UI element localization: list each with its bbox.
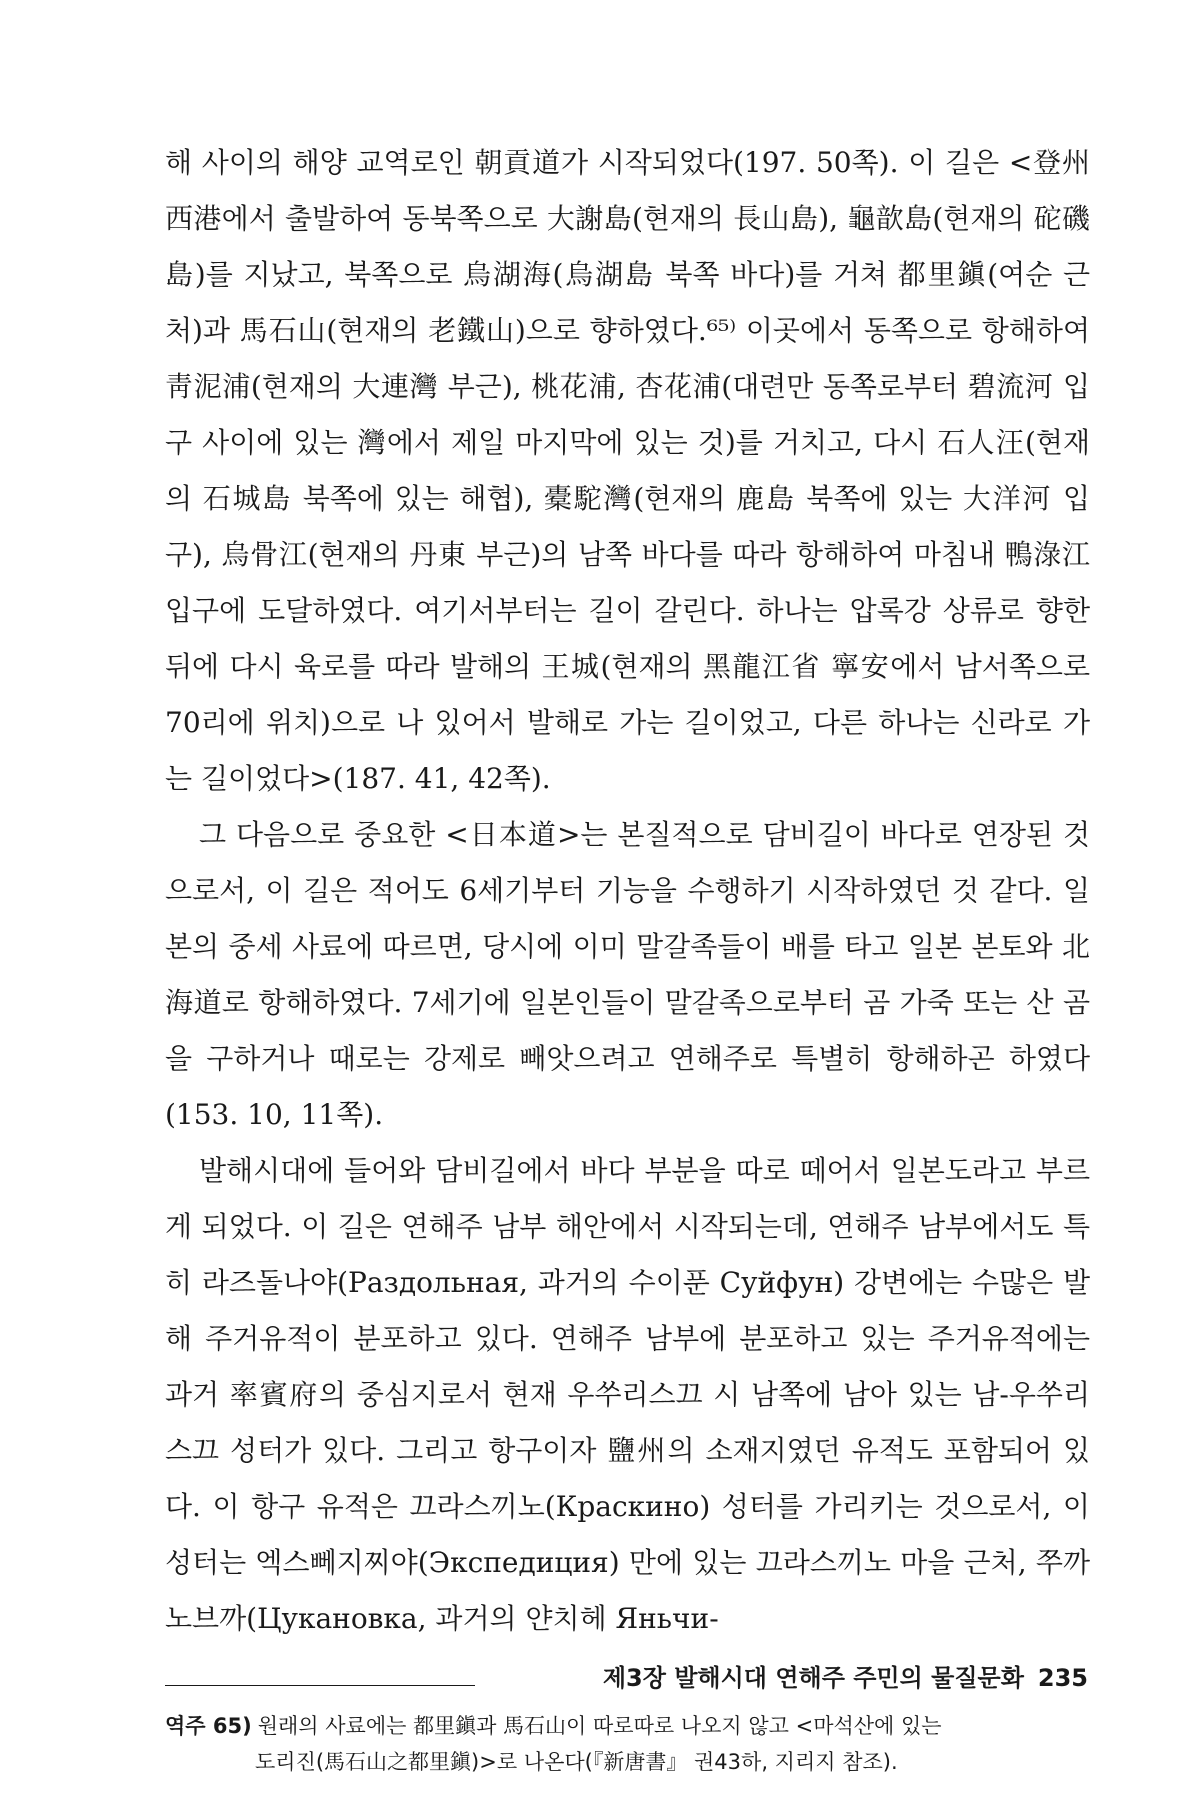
- footnote-line-2: 도리진(馬石山之都里鎭)>로 나온다(『新唐書』 권43하, 지리지 참조).: [255, 1750, 898, 1774]
- footnote-text-1: 원래의 사료에는 都里鎭과 馬石山이 따로따로 나오지 않고 <마석산에 있는: [257, 1714, 942, 1738]
- footnote-label: 역주 65): [165, 1714, 252, 1738]
- body-paragraph-2: 그 다음으로 중요한 <日本道>는 본질적으로 담비길이 바다로 연장된 것으로서, 이 길은 적어도 6세기부터 기능을 수행하기 시작하였던 것 같다. 일본의 중세 사료에 따르면, 당시에 이미 말갈족들이 배를 타고 일본 본토와 北海道로 항해하였다. 7세기에 일본인들이 말갈족으로부터 곰 가죽 또는 산 곰을 구하거나 때로는 강제로 빼앗으려고 연해주로 특별히 항해하곤 하였다(153. 10, 11쪽).: [165, 818, 1090, 1131]
- running-footer: [603, 1658, 1088, 1693]
- page-number: 235: [1037, 1664, 1088, 1692]
- footnote-line-1: [165, 1708, 1090, 1744]
- page-body: [165, 135, 1090, 1780]
- chapter-title: 제3장 발해시대 연해주 주민의 물질문화: [602, 1664, 1024, 1692]
- footnote-divider: [165, 1685, 475, 1686]
- body-paragraph-1: 해 사이의 해양 교역로인 朝貢道가 시작되었다(197. 50쪽). 이 길은 <登州 西港에서 출발하여 동북쪽으로 大謝島(현재의 長山島), 龜歆島(현재의 砣磯島)를 지났고, 북쪽으로 烏湖海(烏湖島 북쪽 바다)를 거쳐 都里鎭(여순 근처)과 馬石山(현재의 老鐵山)으로 향하였다.⁶⁵⁾ 이곳에서 동쪽으로 항해하여 靑泥浦(현재의 大連灣 부근), 桃花浦, 杏花浦(대련만 동쪽로부터 碧流河 입구 사이에 있는 灣에서 제일 마지막에 있는 것)를 거치고, 다시 石人汪(현재의 石城島 북쪽에 있는 해협), 橐駝灣(현재의 鹿島 북쪽에 있는 大洋河 입구), 烏骨江(현재의 丹東 부근)의 남쪽 바다를 따라 항해하여 마침내 鴨淥江 입구에 도달하였다. 여기서부터는 길이 갈린다. 하나는 압록강 상류로 향한 뒤에 다시 육로를 따라 발해의 王城(현재의 黑龍江省 寧安에서 남서쪽으로 70리에 위치)으로 나 있어서 발해로 가는 길이었고, 다른 하나는 신라로 가는 길이었다>(187. 41, 42쪽).: [165, 146, 1090, 795]
- body-paragraph-3: 발해시대에 들어와 담비길에서 바다 부분을 따로 떼어서 일본도라고 부르게 되었다. 이 길은 연해주 남부 해안에서 시작되는데, 연해주 남부에서도 특히 라즈돌나야(Раздольная, 과거의 수이푼 Суйфун) 강변에는 수많은 발해 주거유적이 분포하고 있다. 연해주 남부에 분포하고 있는 주거유적에는 과거 率賓府의 중심지로서 현재 우쑤리스끄 시 남쪽에 남아 있는 남-우쑤리스끄 성터가 있다. 그리고 항구이자 鹽州의 소재지였던 유적도 포함되어 있다. 이 항구 유적은 끄라스끼노(Краскино) 성터를 가리키는 것으로서, 이 성터는 엑스뻬지찌야(Экспедиция) 만에 있는 끄라스끼노 마을 근처, 쭈까노브까(Цукановка, 과거의 얀치헤 Яньчи-: [165, 1154, 1090, 1635]
- footnote: [165, 1708, 1090, 1780]
